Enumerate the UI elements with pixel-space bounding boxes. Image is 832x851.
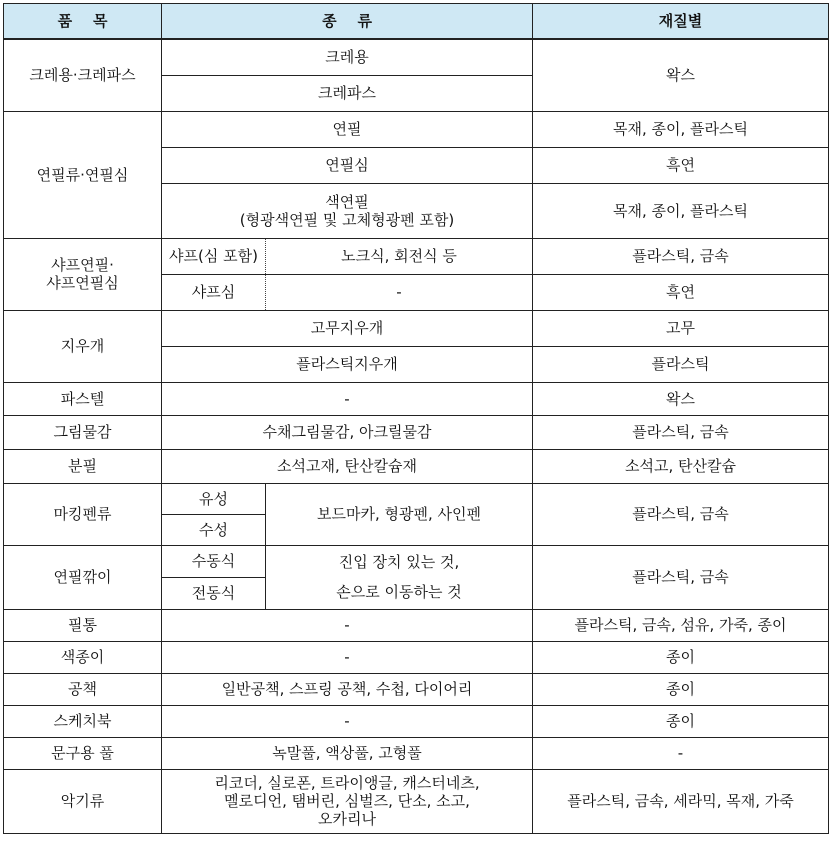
type-line: 리코더, 실로폰, 트라이앵글, 캐스터네츠,	[214, 774, 480, 792]
table-row	[4, 111, 829, 147]
table-row	[4, 737, 829, 769]
type-cell: 연필	[162, 111, 533, 147]
item-cell: 분필	[4, 449, 162, 483]
table-row	[4, 705, 829, 737]
material-cell: 종이	[533, 641, 829, 673]
table-row	[4, 449, 829, 483]
sub-cell: 유성	[162, 483, 266, 514]
item-cell: 연필류·연필심	[4, 111, 162, 238]
material-cell: 소석고, 탄산칼슘	[533, 449, 829, 483]
table-row	[4, 39, 829, 75]
item-cell: 파스텔	[4, 382, 162, 415]
material-cell: 고무	[533, 310, 829, 346]
sub-cell: 샤프(심 포함)	[162, 238, 266, 274]
type-cell: 고무지우개	[162, 310, 533, 346]
item-cell: 연필깎이	[4, 545, 162, 609]
sub-cell: 수동식	[162, 545, 266, 577]
type-line: 색연필	[325, 192, 369, 211]
type-cell: -	[266, 274, 533, 310]
header-item: 품 목	[4, 4, 162, 40]
table-row	[4, 769, 829, 833]
table-row	[4, 415, 829, 449]
type-line: 진입 장치 있는 것,	[338, 553, 460, 571]
type-cell: 수채그림물감, 아크릴물감	[162, 415, 533, 449]
item-cell: 문구용 풀	[4, 737, 162, 769]
type-line: 멜로디언, 탬버린, 심벌즈, 단소, 소고,	[224, 792, 470, 810]
material-cell: 플라스틱, 금속	[533, 415, 829, 449]
item-cell: 마킹펜류	[4, 483, 162, 545]
type-line: (형광색연필 및 고체형광펜 포함)	[239, 210, 455, 229]
table-row	[4, 382, 829, 415]
header-material: 재질별	[533, 4, 829, 40]
table-row	[4, 641, 829, 673]
type-cell	[266, 545, 533, 609]
material-cell: 왁스	[533, 39, 829, 111]
type-cell: -	[162, 609, 533, 641]
material-cell: 왁스	[533, 382, 829, 415]
item-cell	[4, 238, 162, 310]
header-row	[4, 4, 829, 40]
table-row	[4, 483, 829, 514]
type-cell: -	[162, 641, 533, 673]
type-cell	[162, 183, 533, 238]
type-cell: 소석고재, 탄산칼슘재	[162, 449, 533, 483]
type-cell: 녹말풀, 액상풀, 고형풀	[162, 737, 533, 769]
type-cell: 크레파스	[162, 75, 533, 111]
table-row	[4, 673, 829, 705]
sub-cell: 전동식	[162, 577, 266, 609]
type-cell: 플라스틱지우개	[162, 346, 533, 382]
type-line: 손으로 이동하는 것	[336, 583, 462, 601]
material-cell: 목재, 종이, 플라스틱	[533, 111, 829, 147]
material-cell: 종이	[533, 705, 829, 737]
type-cell	[162, 769, 533, 833]
type-cell: 연필심	[162, 147, 533, 183]
item-cell: 그림물감	[4, 415, 162, 449]
type-cell: -	[162, 382, 533, 415]
item-cell: 악기류	[4, 769, 162, 833]
table-row	[4, 545, 829, 577]
header-type: 종 류	[162, 4, 533, 40]
material-cell: 플라스틱	[533, 346, 829, 382]
type-cell: 일반공책, 스프링 공책, 수첩, 다이어리	[162, 673, 533, 705]
material-cell: 흑연	[533, 147, 829, 183]
material-cell: 흑연	[533, 274, 829, 310]
material-cell: 플라스틱, 금속	[533, 545, 829, 609]
item-cell: 필통	[4, 609, 162, 641]
item-line: 샤프연필심	[46, 274, 119, 292]
material-cell: -	[533, 737, 829, 769]
table-row	[4, 310, 829, 346]
item-cell: 지우개	[4, 310, 162, 382]
type-cell: 보드마카, 형광펜, 사인펜	[266, 483, 533, 545]
material-cell: 목재, 종이, 플라스틱	[533, 183, 829, 238]
material-cell: 플라스틱, 금속, 세라믹, 목재, 가죽	[533, 769, 829, 833]
type-cell: -	[162, 705, 533, 737]
material-cell: 종이	[533, 673, 829, 705]
type-line: 오카리나	[318, 810, 376, 828]
material-cell: 플라스틱, 금속	[533, 238, 829, 274]
item-cell: 스케치북	[4, 705, 162, 737]
item-cell: 공책	[4, 673, 162, 705]
sub-cell: 수성	[162, 514, 266, 545]
item-line: 샤프연필·	[51, 256, 114, 274]
material-cell: 플라스틱, 금속	[533, 483, 829, 545]
stationery-material-table	[3, 3, 829, 834]
sub-cell: 샤프심	[162, 274, 266, 310]
table-row	[4, 609, 829, 641]
item-cell: 크레용·크레파스	[4, 39, 162, 111]
item-cell: 색종이	[4, 641, 162, 673]
type-cell: 노크식, 회전식 등	[266, 238, 533, 274]
material-cell: 플라스틱, 금속, 섬유, 가죽, 종이	[533, 609, 829, 641]
table-row	[4, 238, 829, 274]
type-cell: 크레용	[162, 39, 533, 75]
